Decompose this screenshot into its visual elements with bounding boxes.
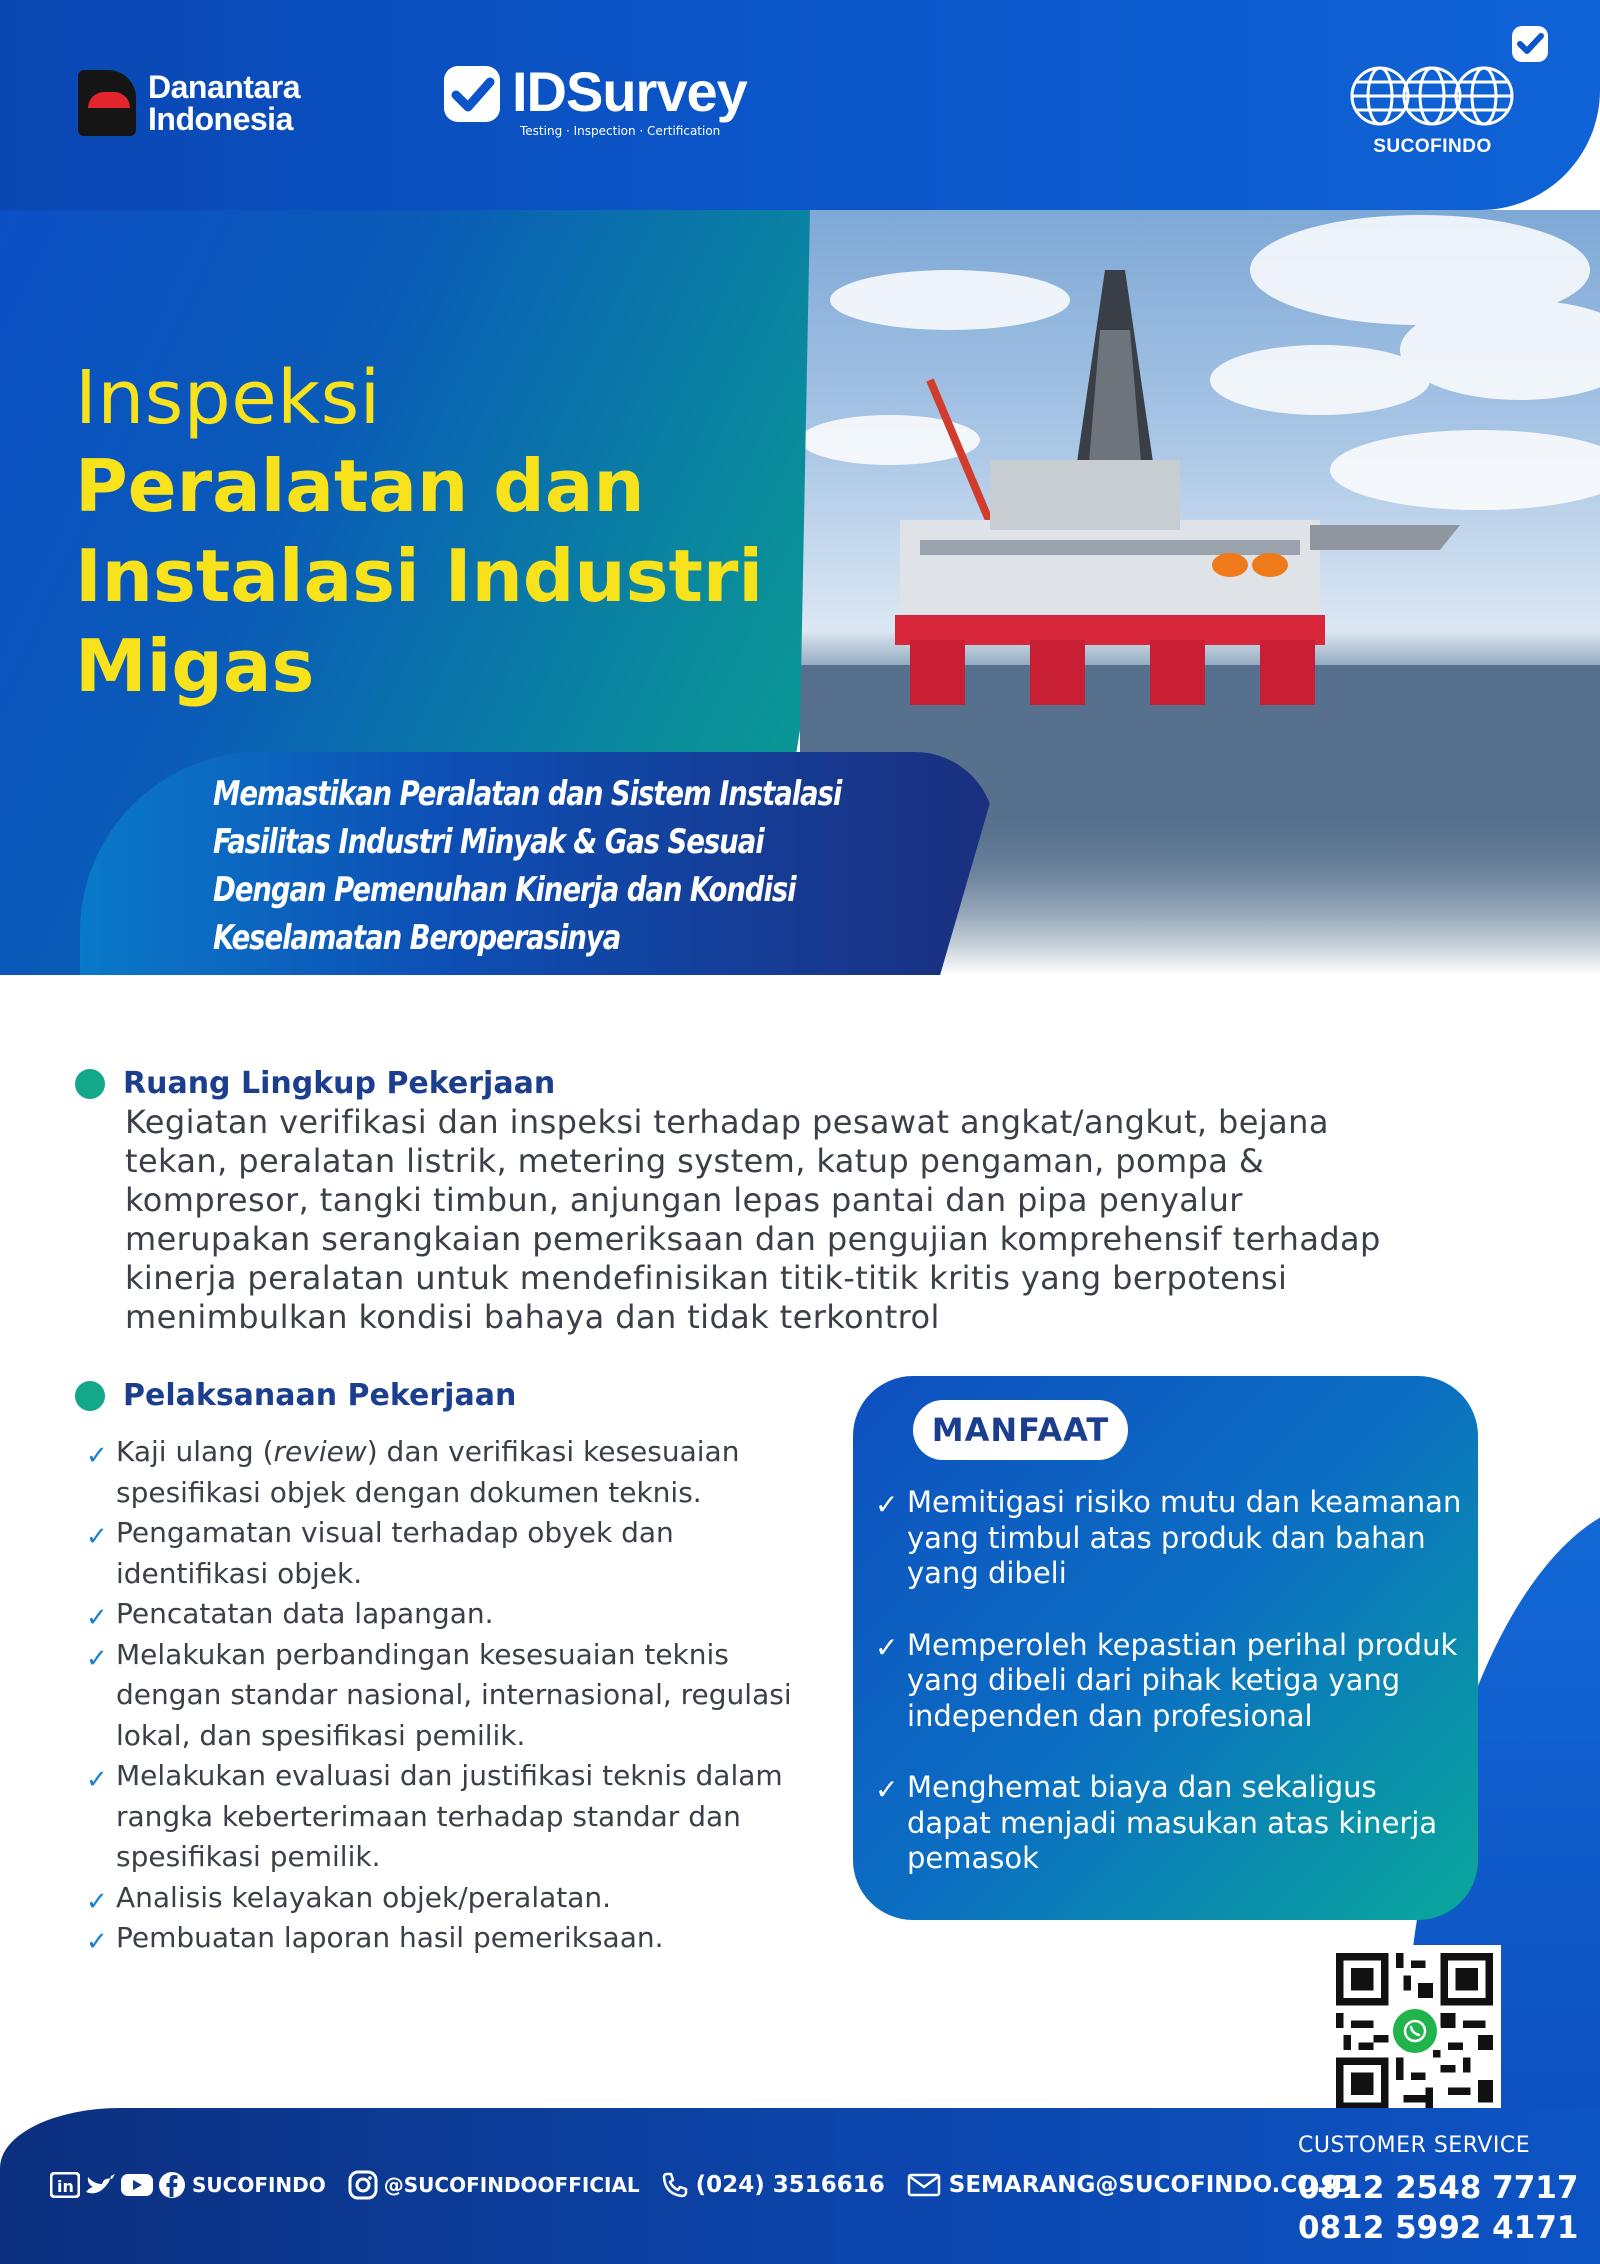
scope-bullet-dot	[75, 1069, 105, 1099]
danantara-logo-text: Danantara Indonesia	[148, 69, 300, 137]
linkedin-icon[interactable]	[50, 2172, 80, 2198]
twitter-icon[interactable]	[84, 2172, 116, 2198]
benefits-list	[875, 1485, 1465, 1913]
phone-icon	[662, 2172, 688, 2198]
social-icons	[50, 2171, 186, 2199]
process-item: ✓ Analisis kelayakan objek/peralatan.	[86, 1878, 806, 1919]
whatsapp-icon	[1389, 2005, 1441, 2057]
benefit-item: ✓ Memperoleh kepastian perihal produk yang dibeli dari pihak ketiga yang independen dan profesional	[875, 1627, 1458, 1733]
svg-text:in: in	[57, 2177, 74, 2196]
check-icon: ✓	[86, 1441, 108, 1471]
check-icon: ✓	[86, 1643, 108, 1674]
scope-title: Ruang Lingkup Pekerjaan	[123, 1066, 556, 1101]
footer-contacts	[50, 2170, 1353, 2200]
cs-phone-1[interactable]: 0812 2548 7717	[1298, 2170, 1579, 2206]
cs-phone-2[interactable]: 0812 5992 4171	[1298, 2210, 1579, 2246]
benefits-title: MANFAAT	[913, 1400, 1128, 1460]
office-email[interactable]: SEMARANG@SUCOFINDO.CO.ID	[948, 2172, 1353, 2198]
process-item: ✓ Melakukan evaluasi dan justifikasi teknis dalam rangka keberterimaan terhadap standar dan spesifikasi pemilik.	[86, 1759, 783, 1873]
scope-heading	[75, 1066, 555, 1101]
office-phone[interactable]: (024) 3516616	[695, 2172, 885, 2198]
sucofindo-globes-icon	[1350, 60, 1515, 132]
check-icon: ✓	[875, 1630, 899, 1664]
process-item: ✓ Pengamatan visual terhadap obyek dan identifikasi objek.	[86, 1516, 674, 1590]
process-bullet-dot	[75, 1381, 105, 1411]
benefit-item: ✓ Menghemat biaya dan sekaligus dapat menjadi masukan atas kinerja pemasok	[875, 1770, 1438, 1875]
scope-text: Kegiatan verifikasi dan inspeksi terhadap pesawat angkat/angkut, bejana tekan, peralatan listrik, metering system, katup pengaman, pompa & kompresor, tangki timbun, anjungan lepas pantai dan pipa penyalur merupakan serangkaian pemeriksaan dan pengujian komprehensif terhadap kinerja peralatan untuk mendefinisikan titik-titik kritis yang berpotensi menimbulkan kondisi bahaya dan tidak terkontrol	[125, 1103, 1381, 1336]
process-item: ✓ Pencatatan data lapangan.	[86, 1594, 806, 1635]
instagram-handle[interactable]: @SUCOFINDOOFFICIAL	[383, 2173, 640, 2197]
check-icon: ✓	[86, 1886, 108, 1917]
customer-service-label: CUSTOMER SERVICE	[1298, 2133, 1531, 2158]
corner-check-icon	[1508, 22, 1552, 66]
youtube-icon[interactable]	[120, 2172, 154, 2198]
facebook-icon[interactable]	[158, 2171, 186, 2199]
check-icon: ✓	[875, 1488, 899, 1521]
process-item: ✓ Kaji ulang (review) dan verifikasi kesesuaian spesifikasi objek dengan dokumen teknis.	[86, 1435, 740, 1509]
check-icon: ✓	[86, 1927, 108, 1957]
hero-title-line-2: Peralatan dan	[75, 444, 645, 528]
idsurvey-wordmark: IDSurvey	[512, 60, 747, 123]
process-title: Pelaksanaan Pekerjaan	[123, 1378, 517, 1413]
hero-title	[75, 355, 763, 711]
hero-title-line-3: Instalasi Industri	[75, 534, 764, 618]
idsurvey-tagline: Testing · Inspection · Certification	[520, 124, 721, 138]
idsurvey-check-icon	[440, 62, 504, 126]
social-handle[interactable]: SUCOFINDO	[192, 2173, 326, 2197]
check-icon: ✓	[86, 1765, 108, 1795]
hero-subtitle: Memastikan Peralatan dan Sistem Instalasi Fasilitas Industri Minyak & Gas Sesuai Dengan Pemenuhan Kinerja dan Kondisi Keselamatan Beroperasinya	[213, 774, 842, 958]
check-icon: ✓	[875, 1773, 899, 1806]
idsurvey-logo	[440, 60, 747, 138]
hero-title-line-4: Migas	[75, 624, 315, 708]
process-list	[86, 1432, 806, 1959]
benefit-item: ✓ Memitigasi risiko mutu dan keamanan yang timbul atas produk dan bahan yang dibeli	[875, 1485, 1462, 1590]
sucofindo-logo	[1350, 60, 1515, 158]
process-item: ✓ Pembuatan laporan hasil pemeriksaan.	[86, 1918, 806, 1959]
sucofindo-logo-text: SUCOFINDO	[1373, 136, 1492, 157]
instagram-icon[interactable]	[348, 2170, 378, 2200]
process-item: ✓ Melakukan perbandingan kesesuaian teknis dengan standar nasional, internasional, regulasi lokal, dan spesifikasi pemilik.	[86, 1637, 792, 1752]
process-heading	[75, 1378, 516, 1413]
email-icon	[907, 2173, 941, 2197]
check-icon: ✓	[86, 1522, 108, 1552]
hero-title-line-1: Inspeksi	[75, 355, 381, 441]
danantara-logo	[78, 70, 300, 136]
danantara-logo-icon	[78, 70, 136, 136]
check-icon: ✓	[86, 1603, 108, 1633]
